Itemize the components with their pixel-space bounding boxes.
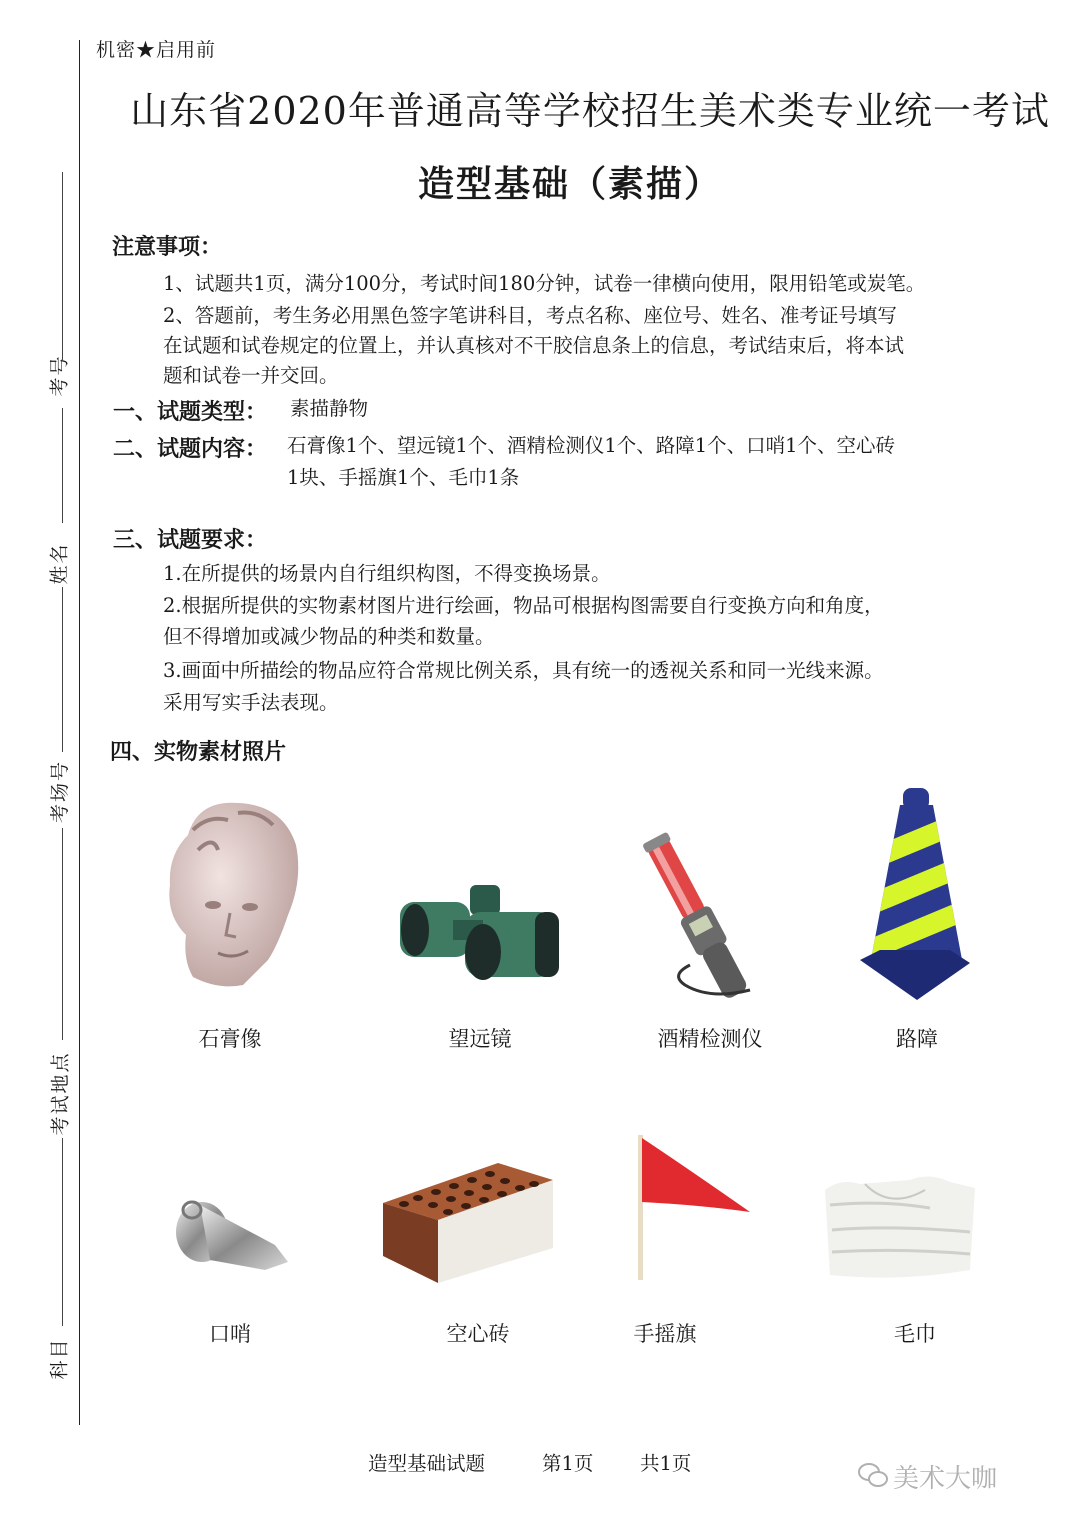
notice-item-2-line-2: 在试题和试卷规定的位置上，并认真核对不干胶信息条上的信息，考试结束后，将本试 [163, 334, 905, 357]
requirement-3-line-1: 3.画面中所描绘的物品应符合常规比例关系，具有统一的透视关系和同一光线来源。 [163, 659, 884, 682]
watermark: 美术大咖 [893, 1464, 998, 1494]
exam-site-label: 考试地点 [49, 1051, 72, 1136]
section1-heading: 一、试题类型： [113, 400, 268, 425]
notice-item-1: 1、试题共1页，满分100分，考试时间180分钟，试卷一律横向使用，限用铅笔或炭笔。 [163, 272, 926, 295]
notice-item-2-line-3: 题和试卷一并交回。 [163, 364, 339, 387]
footer-subject: 造型基础试题 [368, 1452, 486, 1475]
item-label-alcohol-tester: 酒精检测仪 [657, 1027, 763, 1051]
name-line [62, 408, 63, 523]
hand-flag-photo [630, 1130, 755, 1285]
exam-title: 山东省2020年普通高等学校招生美术类专业统一考试 [130, 89, 1050, 133]
notice-item-2-line-1: 2、答题前，考生务必用黑色签字笔讲科目，考点名称、座位号、姓名、准考证号填写 [163, 304, 897, 327]
exam-subtitle: 造型基础（素描） [417, 164, 722, 205]
whistle-photo [170, 1190, 295, 1275]
exam-number-label: 考号 [48, 354, 71, 397]
section3-heading: 三、试题要求： [113, 528, 268, 553]
item-label-whistle: 口哨 [209, 1322, 251, 1346]
wechat-icon [857, 1461, 889, 1489]
item-label-plaster-head: 石膏像 [198, 1027, 262, 1051]
subject-label: 科目 [48, 1337, 71, 1380]
section2-line-1: 石膏像1个、望远镜1个、酒精检测仪1个、路障1个、口哨1个、空心砖 [287, 434, 896, 457]
footer-page: 第1页 [542, 1452, 594, 1475]
exam-site-line [62, 828, 63, 1040]
exam-room-line [62, 587, 63, 752]
towel-photo [820, 1170, 980, 1282]
name-label: 姓名 [48, 542, 71, 585]
section2-line-2: 1块、手摇旗1个、毛巾1条 [287, 466, 520, 489]
section2-heading: 二、试题内容： [113, 437, 268, 462]
requirement-1: 1.在所提供的场景内自行组织构图，不得变换场景。 [163, 562, 611, 585]
exam-room-label: 考场号 [49, 759, 72, 824]
requirement-2-line-1: 2.根据所提供的实物素材图片进行绘画，物品可根据构图需要自行变换方向和角度， [163, 594, 884, 617]
requirement-2-line-2: 但不得增加或减少物品的种类和数量。 [163, 625, 495, 648]
alcohol-tester-photo [640, 825, 780, 1005]
subject-line [62, 1138, 63, 1326]
item-label-binoculars: 望远镜 [448, 1027, 512, 1051]
item-label-hand-flag: 手摇旗 [633, 1322, 697, 1346]
binding-line [79, 40, 80, 1425]
requirement-3-line-2: 采用写实手法表现。 [163, 691, 339, 714]
notice-heading: 注意事项： [112, 235, 223, 260]
binoculars-photo [395, 880, 565, 1000]
item-label-hollow-brick: 空心砖 [446, 1322, 510, 1346]
plaster-head-photo [158, 795, 308, 995]
section4-heading: 四、实物素材照片 [110, 740, 287, 765]
traffic-cone-photo [855, 785, 975, 1010]
section1-content: 素描静物 [290, 397, 369, 420]
hollow-brick-photo [378, 1158, 558, 1286]
footer-total: 共1页 [640, 1452, 692, 1475]
confidential-mark: 机密★启用前 [96, 39, 217, 61]
item-label-traffic-cone: 路障 [896, 1027, 938, 1051]
item-label-towel: 毛巾 [894, 1322, 936, 1346]
